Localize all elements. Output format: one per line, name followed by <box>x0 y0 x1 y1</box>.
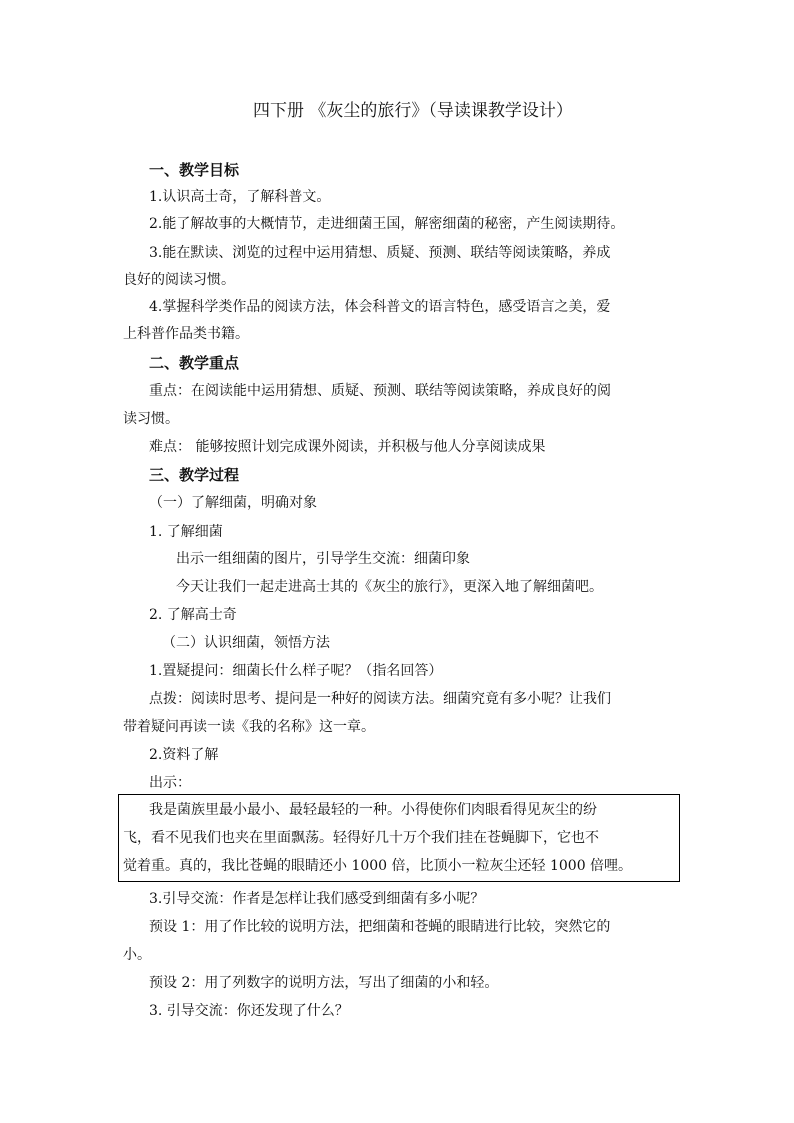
goal-2: 2.能了解故事的大概情节，走进细菌王国，解密细菌的秘密，产生阅读期待。 <box>149 216 625 232</box>
process-guidance-line-2: 带着疑问再读一读《我的名称》这一章。 <box>123 719 375 735</box>
preset-1-line-1: 预设 1：用了作比较的说明方法，把细菌和苍蝇的眼睛进行比较，突然它的 <box>149 919 611 935</box>
process-question-4: 3. 引导交流：你还发现了什么？ <box>149 1003 349 1019</box>
preset-1-line-2: 小。 <box>123 947 151 963</box>
process-question-2: 2.资料了解 <box>149 747 219 763</box>
focus-difficulty: 难点： 能够按照计划完成课外阅读，并积极与他人分享阅读成果 <box>149 439 546 455</box>
focus-key-line-2: 读习惯。 <box>123 411 179 427</box>
process-item-1: 1. 了解细菌 <box>149 524 223 540</box>
quote-line-3: 觉着重。真的，我比苍蝇的眼睛还小 1000 倍，比顶小一粒灰尘还轻 1000 倍哩。 <box>123 858 633 874</box>
section-heading-goals: 一、教学目标 <box>149 161 240 179</box>
quote-line-1: 我是菌族里最小最小、最轻最轻的一种。小得使你们肉眼看得见灰尘的纷 <box>149 802 597 818</box>
focus-key-line-1: 重点：在阅读能中运用猜想、质疑、预测、联结等阅读策略，养成良好的阅 <box>149 383 611 399</box>
process-question-3: 3.引导交流：作者是怎样让我们感受到细菌有多小呢？ <box>149 891 485 907</box>
process-item-1-detail-a: 出示一组细菌的图片，引导学生交流：细菌印象 <box>176 551 470 567</box>
goal-3-line-2: 良好的阅读习惯。 <box>123 272 235 288</box>
process-guidance-line-1: 点拨：阅读时思考、提问是一种好的阅读方法。细菌究竟有多小呢？让我们 <box>149 691 611 707</box>
process-show-label: 出示： <box>149 775 191 791</box>
section-heading-process: 三、教学过程 <box>149 466 240 484</box>
process-question-1: 1.置疑提问：细菌长什么样子呢？（指名回答） <box>149 663 443 679</box>
goal-3-line-1: 3.能在默读、浏览的过程中运用猜想、质疑、预测、联结等阅读策略，养成 <box>149 245 611 261</box>
page-title: 四下册 《灰尘的旅行》（导读课教学设计） <box>253 101 573 121</box>
section-heading-focus: 二、教学重点 <box>149 354 240 372</box>
process-item-2: 2. 了解高士奇 <box>149 607 237 623</box>
process-part-2: （二）认识细菌，领悟方法 <box>162 635 330 651</box>
process-part-1: （一）了解细菌，明确对象 <box>149 495 317 511</box>
goal-1: 1.认识高士奇，了解科普文。 <box>149 189 331 205</box>
quote-line-2: 飞，看不见我们也夹在里面飘荡。轻得好几十万个我们挂在苍蝇脚下，它也不 <box>123 830 599 846</box>
goal-4-line-2: 上科普作品类书籍。 <box>123 326 249 342</box>
preset-2: 预设 2：用了列数字的说明方法，写出了细菌的小和轻。 <box>149 975 499 991</box>
process-item-1-detail-b: 今天让我们一起走进高士其的《灰尘的旅行》，更深入地了解细菌吧。 <box>176 579 603 595</box>
goal-4-line-1: 4.掌握科学类作品的阅读方法，体会科普文的语言特色，感受语言之美，爱 <box>149 299 611 315</box>
